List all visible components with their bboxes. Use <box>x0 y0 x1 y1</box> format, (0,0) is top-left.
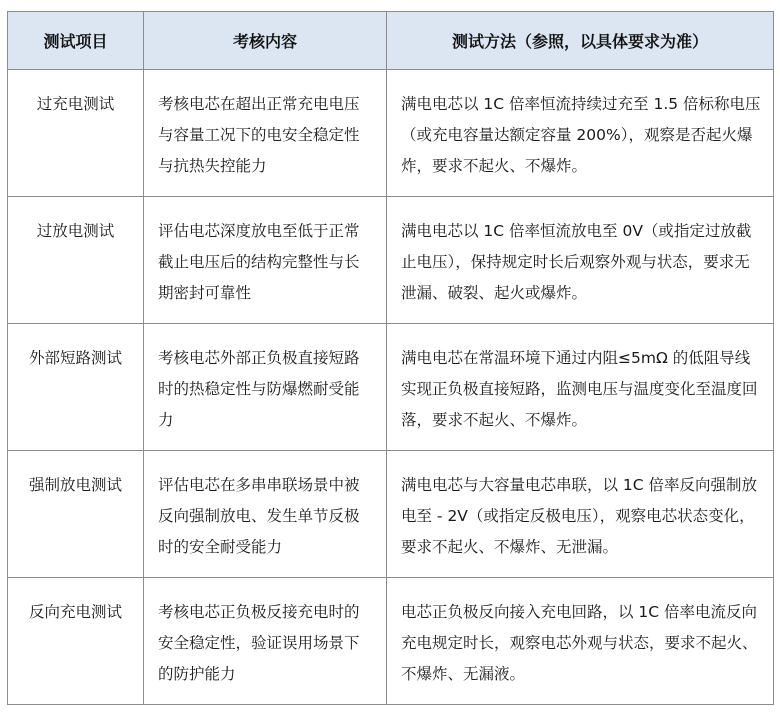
test-item-cell: 强制放电测试 <box>8 451 144 578</box>
table-row <box>8 578 774 705</box>
header-assessment-content: 考核内容 <box>144 12 387 70</box>
assessment-content-cell: 评估电芯深度放电至低于正常截止电压后的结构完整性与长期密封可靠性 <box>144 197 387 324</box>
battery-safety-test-table <box>7 11 774 705</box>
test-item-cell: 外部短路测试 <box>8 324 144 451</box>
test-method-cell: 满电电芯以 1C 倍率恒流放电至 0V（或指定过放截止电压），保持规定时长后观察外观与状态，要求无泄漏、破裂、起火或爆炸。 <box>387 197 774 324</box>
assessment-content-cell: 考核电芯在超出正常充电电压与容量工况下的电安全稳定性与抗热失控能力 <box>144 70 387 197</box>
table-row <box>8 324 774 451</box>
table-row <box>8 451 774 578</box>
assessment-content-cell: 考核电芯外部正负极直接短路时的热稳定性与防爆燃耐受能力 <box>144 324 387 451</box>
header-test-item: 测试项目 <box>8 12 144 70</box>
test-method-cell: 满电电芯在常温环境下通过内阻≤5mΩ 的低阻导线实现正负极直接短路，监测电压与温度变化至温度回落，要求不起火、不爆炸。 <box>387 324 774 451</box>
table-row <box>8 197 774 324</box>
header-test-method: 测试方法（参照，以具体要求为准） <box>387 12 774 70</box>
test-item-cell: 过放电测试 <box>8 197 144 324</box>
assessment-content-cell: 评估电芯在多串串联场景中被反向强制放电、发生单节反极时的安全耐受能力 <box>144 451 387 578</box>
test-method-cell: 电芯正负极反向接入充电回路，以 1C 倍率电流反向充电规定时长，观察电芯外观与状态，要求不起火、不爆炸、无漏液。 <box>387 578 774 705</box>
table-row <box>8 70 774 197</box>
test-item-cell: 反向充电测试 <box>8 578 144 705</box>
test-method-cell: 满电电芯以 1C 倍率恒流持续过充至 1.5 倍标称电压（或充电容量达额定容量 200%），观察是否起火爆炸，要求不起火、不爆炸。 <box>387 70 774 197</box>
test-item-cell: 过充电测试 <box>8 70 144 197</box>
test-method-cell: 满电电芯与大容量电芯串联，以 1C 倍率反向强制放电至 - 2V（或指定反极电压），观察电芯状态变化，要求不起火、不爆炸、无泄漏。 <box>387 451 774 578</box>
table-header-row <box>8 12 774 70</box>
test-standards-table-wrapper <box>7 11 773 705</box>
assessment-content-cell: 考核电芯正负极反接充电时的安全稳定性，验证误用场景下的防护能力 <box>144 578 387 705</box>
